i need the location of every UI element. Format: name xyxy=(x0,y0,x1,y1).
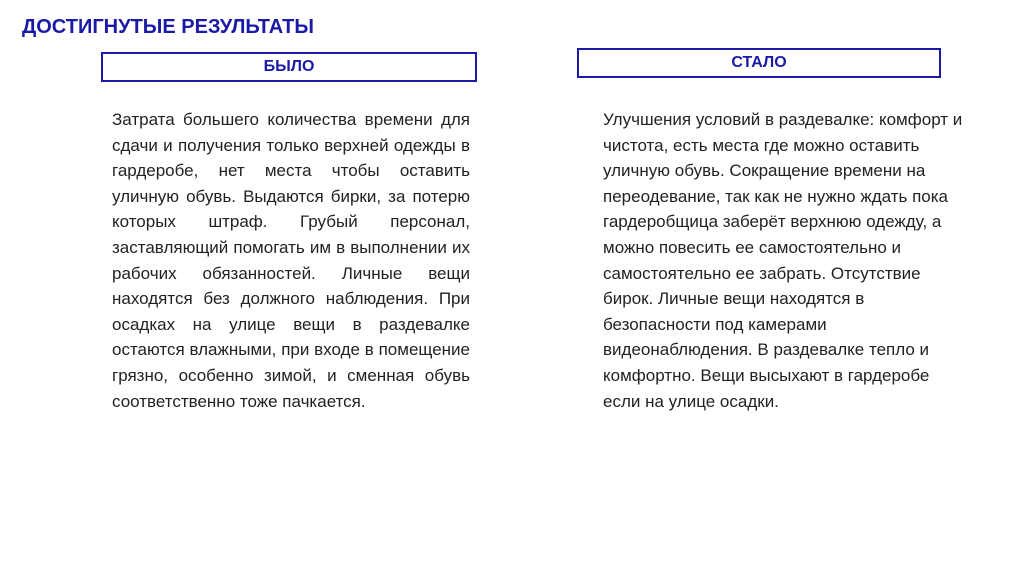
before-description: Затрата большего количества времени для сдачи и получения только верхней одежды в гардеробе, нет места чтобы оставить уличную обувь. Выдаются бирки, за потерю которых штраф. Грубый персонал, заставляющий помогать им в выполнении их рабочих обязанностей. Личные вещи находятся без должного наблюдения. При осадках на улице вещи в раздевалке остаются влажными, при входе в помещение грязно, особенно зимой, и сменная обувь соответственно тоже пачкается. xyxy=(112,110,470,411)
after-description: Улучшения условий в раздевалке: комфорт и чистота, есть места где можно оставить уличную обувь. Сокращение времени на переодевание, так как не нужно ждать пока гардеробщица заберёт верхнюю одежду, а можно повесить ее самостоятельно и самостоятельно ее забрать. Отсутствие бирок. Личные вещи находятся в безопасности под камерами видеонаблюдения. В раздевалке тепло и комфортно. Вещи высыхают в гардеробе если на улице осадки. xyxy=(603,110,963,411)
after-header-box xyxy=(577,48,941,78)
after-header-label: СТАЛО xyxy=(731,54,787,71)
slide-title: ДОСТИГНУТЫЕ РЕЗУЛЬТАТЫ xyxy=(22,16,314,38)
before-header-box xyxy=(101,52,477,82)
before-header-label: БЫЛО xyxy=(263,58,315,75)
